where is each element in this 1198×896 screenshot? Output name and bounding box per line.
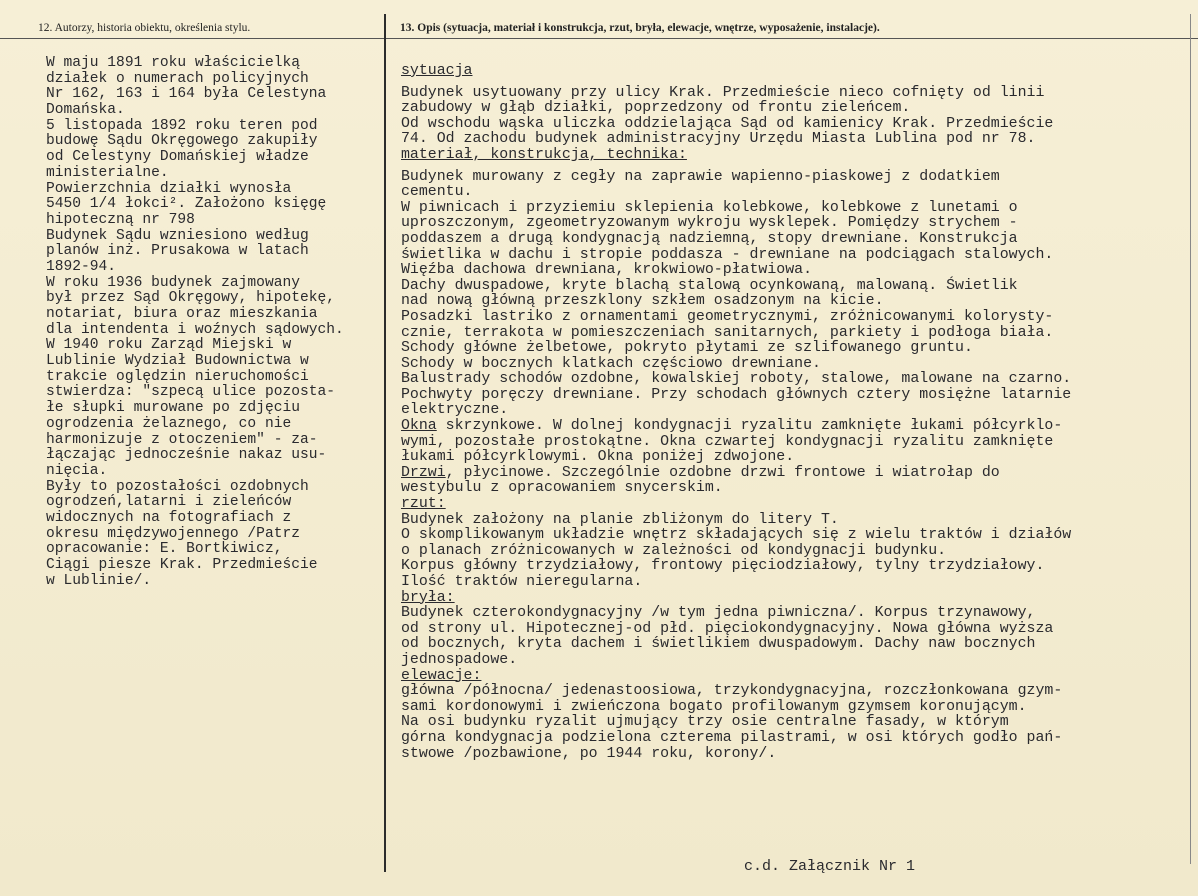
description-line: elektryczne.	[401, 402, 509, 419]
underlined-lead-word: Drzwi	[401, 464, 446, 481]
description-line: stwowe /pozbawione, po 1944 roku, korony/.	[401, 745, 777, 762]
history-line: Nr 162, 163 i 164 była Celestyna	[46, 86, 327, 103]
section-heading: materiał, konstrukcja, technika:	[401, 146, 687, 163]
description-line: cznie, terrakota w pomieszczeniach sanitarnych, parkiety i podłoga biała.	[401, 324, 1054, 341]
description-line: Dachy dwuspadowe, kryte blachą stalową ocynkowaną, malowaną. Świetlik	[401, 277, 1018, 294]
description-line: O skomplikowanym układzie wnętrz składających się z wielu traktów i działów	[401, 527, 1072, 544]
description-line: sami kordonowymi i zwieńczona bogato profilowanym gzymsem koronującym.	[401, 698, 1027, 715]
description-line: główna /północna/ jedenastoosiowa, trzykondygnacyjna, rozczłonkowana gzym-	[401, 683, 1063, 700]
description-line: Schody główne żelbetowe, pokryto płytami ze szlifowanego gruntu.	[401, 340, 973, 357]
section-heading: sytuacja	[401, 63, 473, 79]
description-line: poddaszem a drugą kondygnacją nadziemną, stopy drewniane. Konstrukcja	[401, 230, 1018, 247]
history-line: planów inż. Prusakowa w latach	[46, 243, 309, 260]
description-line: Budynek czterokondygnacyjny /w tym jedna piwniczna/. Korpus trzynawowy,	[401, 605, 1036, 622]
history-line: ministerialne.	[46, 164, 169, 181]
history-line: opracowanie: E. Bortkiwicz,	[46, 541, 283, 558]
description-line: Budynek założony na planie zbliżonym do litery T.	[401, 511, 839, 528]
description-line: westybulu z opracowaniem snycerskim.	[401, 480, 723, 497]
history-line: W roku 1936 budynek zajmowany	[46, 274, 300, 291]
description-line: Korpus główny trzydziałowy, frontowy pięciodziałowy, tylny trzydziałowy.	[401, 558, 1045, 575]
history-line: okresu międzywojennego /Patrz	[46, 525, 300, 542]
history-line: Ciągi piesze Krak. Przedmieście	[46, 557, 318, 573]
description-line: Budynek murowany z cegły na zaprawie wapienno-piaskowej z dodatkiem	[401, 168, 1000, 185]
description-line: od strony ul. Hipotecznej-od płd. pięciokondygnacyjny. Nowa główna wyższa	[401, 620, 1054, 637]
history-line: 1892-94.	[46, 258, 117, 275]
description-line: 74. Od zachodu budynek administracyjny Urzędu Miasta Lublina pod nr 78.	[401, 131, 1036, 148]
history-line: nięcia.	[46, 462, 108, 479]
section-heading: rzut:	[401, 496, 446, 513]
history-line: 5 listopada 1892 roku teren pod	[46, 117, 318, 134]
history-line: hipoteczną nr 798	[46, 211, 195, 228]
history-line: Były to pozostałości ozdobnych	[46, 478, 309, 495]
description-line: Balustrady schodów ozdobne, kowalskiej roboty, stalowe, malowane na czarno.	[401, 371, 1072, 388]
history-line: trakcie oględzin nieruchomości	[46, 368, 309, 385]
description-line: jednospadowe.	[401, 651, 518, 668]
history-line: W 1940 roku Zarząd Miejski w	[46, 337, 292, 354]
description-column	[401, 64, 1191, 762]
description-line: Na osi budynku ryzalit ujmujący trzy osie centralne fasady, w którym	[401, 714, 1009, 731]
description-line: Ilość traktów nieregularna.	[401, 574, 643, 590]
history-line: widocznych na fotografiach z	[46, 509, 292, 526]
line-remainder: , płycinowe. Szczególnie ozdobne drzwi frontowe i wiatrołap do	[445, 464, 1000, 481]
description-line: Budynek usytuowany przy ulicy Krak. Przedmieście nieco cofnięty od linii	[401, 84, 1045, 101]
history-line: w Lublinie/.	[46, 572, 152, 589]
history-line: łe słupki murowane po zdjęciu	[46, 400, 300, 417]
history-line: 5450 1/4 łokci². Założono księgę	[46, 196, 327, 213]
history-line: Powierzchnia działki wynosła	[46, 180, 292, 197]
description-line: Pochwyty poręczy drewniane. Przy schodach głównych cztery mosiężne latarnie	[401, 386, 1072, 403]
section-heading: elewacje:	[401, 667, 482, 684]
history-line: ogrodzeń,latarni i zieleńców	[46, 494, 292, 511]
description-line	[401, 466, 1191, 482]
column-divider	[384, 14, 386, 872]
history-line: W maju 1891 roku właścicielką	[46, 55, 300, 71]
description-line: od bocznych, kryta dachem i świetlikiem dwuspadowym. Dachy naw bocznych	[401, 636, 1036, 653]
history-line: Budynek Sądu wzniesiono według	[46, 227, 309, 244]
description-line: górna kondygnacja podzielona czterema pilastrami, w osi których godło pań-	[401, 729, 1063, 746]
history-line: był przez Sąd Okręgowy, hipotekę,	[46, 290, 336, 307]
description-line: o planach zróżnicowanych w zależności od kondygnacji budynku.	[401, 542, 947, 559]
description-line	[401, 419, 1191, 435]
description-line: wymi, pozostałe prostokątne. Okna czwartej kondygnacji ryzalitu zamknięte	[401, 433, 1054, 450]
line-remainder: skrzynkowe. W dolnej kondygnacji ryzalitu zamknięte łukami półcyrklo-	[436, 418, 1063, 435]
section-heading: bryła:	[401, 589, 455, 606]
history-column	[46, 56, 382, 589]
section-13-header: 13. Opis (sytuacja, materiał i konstrukcja, rzut, bryła, elewacje, wnętrze, wyposażenie, instalacje).	[400, 22, 880, 34]
description-line: łukami półcyrklowymi. Okna poniżej zdwojone.	[401, 449, 795, 466]
description-line: świetlika w dachu i stropie poddasza - drewniane na podciągach stalowych.	[401, 246, 1054, 263]
history-line: dla intendenta i woźnych sądowych.	[46, 321, 344, 338]
attachment-footer: c.d. Załącznik Nr 1	[744, 858, 916, 875]
history-line: Lublinie Wydział Budownictwa w	[46, 353, 309, 370]
history-line: ogrodzenia żelaznego, co nie	[46, 415, 292, 432]
description-line: Więźba dachowa drewniana, krokwiowo-płatwiowa.	[401, 262, 813, 279]
history-line: notariat, biura oraz mieszkania	[46, 306, 318, 322]
history-line: Domańska.	[46, 102, 125, 119]
underlined-lead-word: Okna	[401, 418, 437, 435]
section-12-header: 12. Autorzy, historia obiektu, określenia stylu.	[38, 22, 251, 34]
history-line: działek o numerach policyjnych	[46, 70, 309, 87]
history-line: harmonizuje z otoczeniem" - za-	[46, 431, 318, 448]
header-rule	[0, 38, 1198, 39]
history-line: budowę Sądu Okręgowego zakupiły	[46, 133, 318, 150]
history-line: stwierdza: "szpecą ulice pozosta-	[46, 384, 336, 401]
description-line: nad nową główną przeszklony szkłem osadzonym na kicie.	[401, 293, 884, 310]
description-line: Schody w bocznych klatkach częściowo drewniane.	[401, 355, 821, 372]
description-line: zabudowy w głąb działki, poprzedzony od frontu zieleńcem.	[401, 100, 911, 117]
history-line: łączając jednocześnie nakaz usu-	[46, 447, 327, 464]
description-line: uproszczonym, zgeometryzowanym wykroju wysklepek. Pomiędzy strychem -	[401, 215, 1018, 232]
history-line: od Celestyny Domańskiej władze	[46, 149, 309, 166]
description-line: Posadzki lastriko z ornamentami geometrycznymi, zróżnicowanymi kolorysty-	[401, 308, 1054, 325]
description-line: Od wschodu wąska uliczka oddzielająca Sąd od kamienicy Krak. Przedmieście	[401, 115, 1054, 132]
description-line: W piwnicach i przyziemiu sklepienia kolebkowe, kolebkowe z lunetami o	[401, 199, 1018, 216]
description-line: cementu.	[401, 184, 473, 201]
